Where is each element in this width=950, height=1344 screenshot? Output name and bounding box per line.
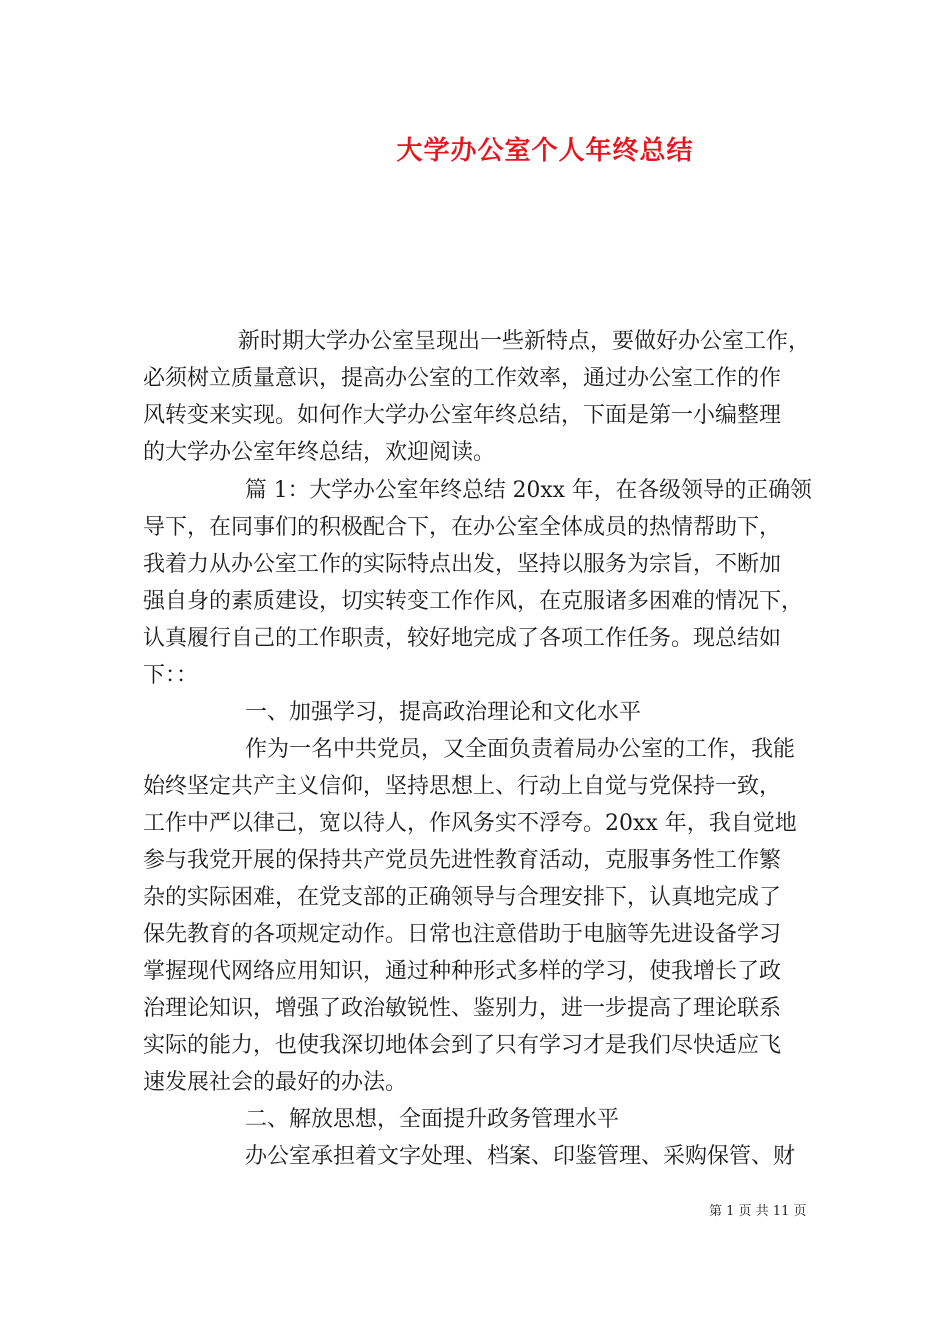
paragraph-line: 始终坚定共产主义信仰，坚持思想上、行动上自觉与党保持一致， (143, 774, 782, 799)
paragraph-line: 治理论知识，增强了政治敏锐性、鉴别力，进一步提高了理论联系 (143, 996, 782, 1021)
document-title: 大学办公室个人年终总结 (396, 136, 694, 166)
paragraph-line: 导下，在同事们的积极配合下，在办公室全体成员的热情帮助下， (143, 515, 782, 540)
paragraph-line: 作为一名中共党员，又全面负责着局办公室的工作，我能 (245, 737, 796, 762)
paragraph-line: 认真履行自己的工作职责，较好地完成了各项工作任务。现总结如 (143, 626, 782, 651)
paragraph-line: 保先教育的各项规定动作。日常也注意借助于电脑等先进设备学习 (143, 922, 782, 947)
paragraph-line: 参与我党开展的保持共产党员先进性教育活动，克服事务性工作繁 (143, 848, 782, 873)
paragraph-line: 强自身的素质建设，切实转变工作作风，在克服诸多困难的情况下， (143, 589, 804, 614)
paragraph-line: 杂的实际困难，在党支部的正确领导与合理安排下，认真地完成了 (143, 885, 782, 910)
paragraph-line: 的大学办公室年终总结，欢迎阅读。 (143, 440, 496, 465)
paragraph-line: 下：： (143, 663, 199, 688)
paragraph-line: 篇 1：大学办公室年终总结 20xx 年，在各级领导的正确领 (245, 478, 812, 503)
section-heading: 一、加强学习，提高政治理论和文化水平 (245, 700, 642, 725)
paragraph-line: 风转变来实现。如何作大学办公室年终总结，下面是第一小编整理 (143, 403, 782, 428)
paragraph-line: 我着力从办公室工作的实际特点出发，坚持以服务为宗旨，不断加 (143, 552, 782, 577)
paragraph-line: 速发展社会的最好的办法。 (143, 1070, 408, 1095)
paragraph-line: 新时期大学办公室呈现出一些新特点，要做好办公室工作， (238, 329, 811, 354)
paragraph-line: 实际的能力，也使我深切地体会到了只有学习才是我们尽快适应飞 (143, 1033, 782, 1058)
paragraph-line: 办公室承担着文字处理、档案、印鉴管理、采购保管、财 (245, 1144, 796, 1169)
paragraph-line: 必须树立质量意识，提高办公室的工作效率，通过办公室工作的作 (143, 366, 782, 391)
paragraph-line: 工作中严以律己，宽以待人，作风务实不浮夸。20xx 年，我自觉地 (143, 811, 797, 836)
page-number: 第 1 页 共 11 页 (709, 1204, 807, 1219)
section-heading: 二、解放思想，全面提升政务管理水平 (245, 1107, 620, 1132)
paragraph-line: 掌握现代网络应用知识，通过种种形式多样的学习，使我增长了政 (143, 959, 782, 984)
